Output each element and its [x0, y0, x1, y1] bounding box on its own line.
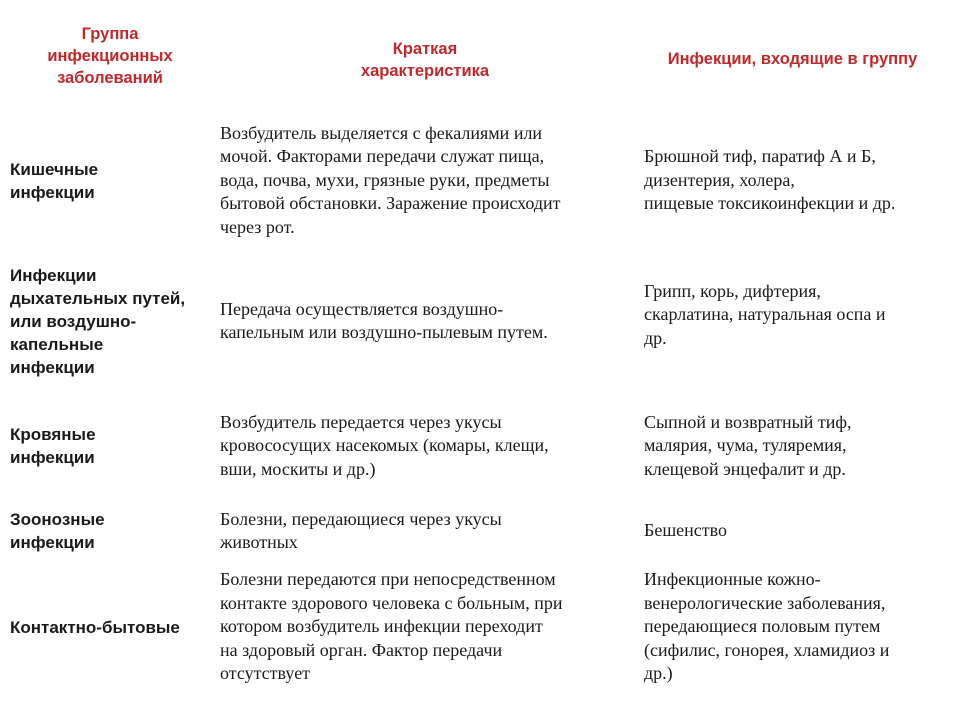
row-characteristic-cell: Передача осуществляется воздушно- капельным или воздушно-пылевым путем. — [220, 298, 548, 342]
row-group-cell: Зоонозные инфекции — [10, 510, 105, 552]
row-infections-cell: Бешенство — [644, 520, 728, 541]
row-group-cell: Контактно-бытовые — [10, 617, 180, 637]
row-group-cell: Кровяные инфекции — [10, 425, 96, 467]
table-row — [0, 262, 960, 380]
row-characteristic-cell: Возбудитель выделяется с фекалиями или мочой. Факторами передачи служат пища, вода, почва, мухи, грязные руки, предметы бытовой обстановки. Заражение происходит через рот. — [220, 122, 561, 237]
row-infections-cell: Грипп, корь, дифтерия, скарлатина, натуральная оспа и др. — [644, 280, 886, 348]
header-characteristic: Краткая характеристика — [360, 40, 490, 80]
row-characteristic-cell: Болезни передаются при непосредственном контакте здорового человека с больным, при котором возбудитель инфекции переходит на здоровый орган. Фактор передачи отсутствует — [220, 569, 563, 684]
row-characteristic-cell: Болезни, передающиеся через укусы животных — [220, 508, 502, 552]
row-infections-cell: Сыпной и возвратный тиф, малярия, чума, туляремия, клещевой энцефалит и др. — [644, 411, 852, 479]
table-row — [0, 118, 960, 243]
table-row — [0, 408, 960, 484]
header-infections: Инфекции, входящие в группу — [667, 50, 918, 68]
header-group: Группа инфекционных заболеваний — [47, 25, 173, 87]
row-group-cell: Кишечные инфекции — [10, 159, 99, 202]
row-characteristic-cell: Возбудитель передается через укусы кровососущих насекомых (комары, клещи, вши, москиты и др.) — [220, 411, 549, 479]
row-infections-cell: Инфекционные кожно- венерологические заболевания, передающиеся половым путем (сифилис, гонорея, хламидиоз и др.) — [644, 569, 890, 684]
table-row — [0, 506, 960, 556]
row-group-cell: Инфекции дыхательных путей, или воздушно- капельные инфекции — [10, 265, 186, 377]
row-infections-cell: Брюшной тиф, паратиф А и Б, дизентерия, холера, пищевые токсикоинфекции и др. — [644, 146, 896, 214]
table-row — [0, 566, 960, 688]
